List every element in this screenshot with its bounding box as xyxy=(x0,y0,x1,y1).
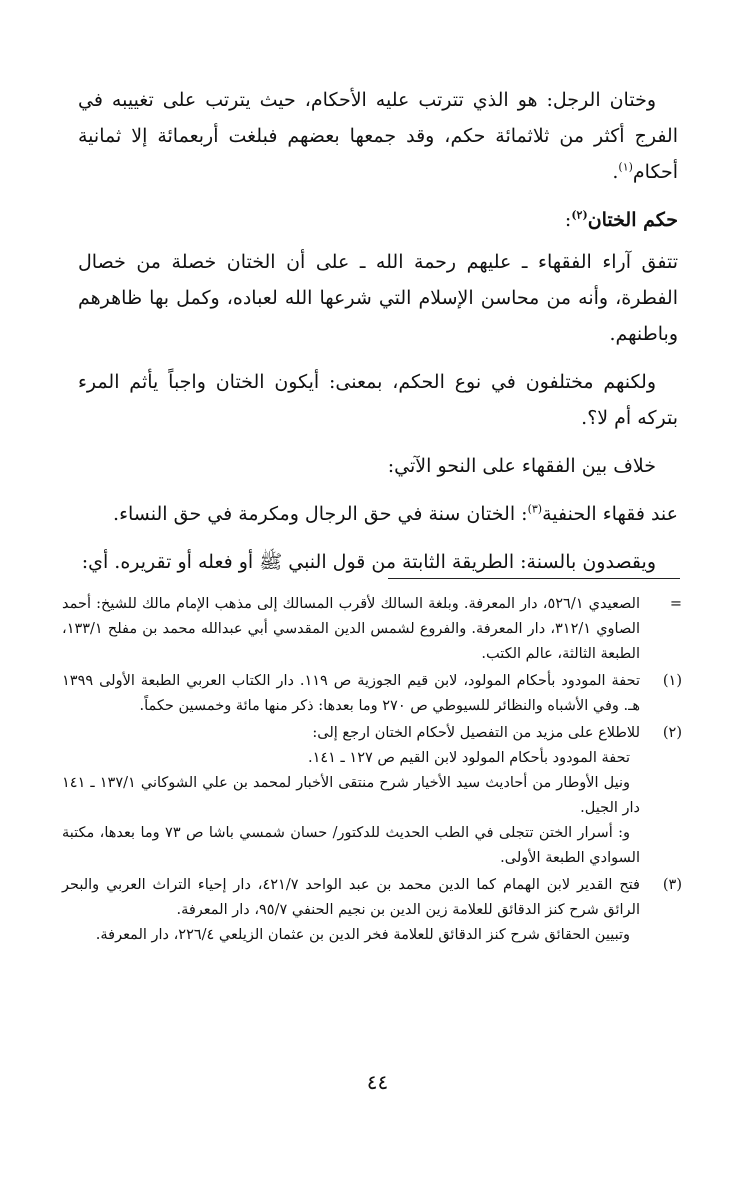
footnote-ref-3[interactable]: (٣) xyxy=(527,502,543,516)
footnote-line: و: أسرار الختن تتجلى في الطب الحديث للدكتور/ حسان شمسي باشا ص ٧٣ وما بعدها، مكتبة السوادي الطبعة الأولى. xyxy=(62,825,640,866)
footnote-ref-1[interactable]: (١) xyxy=(618,160,633,174)
footnote-divider xyxy=(388,578,680,579)
footnotes xyxy=(62,592,682,950)
footnote-line: ونيل الأوطار من أحاديث سيد الأخيار شرح منتقى الأخبار لمحمد بن علي الشوكاني ١٣٧/١ ـ ١٤١ دار الجيل. xyxy=(62,775,640,816)
section-heading: حكم الختان$^{(٢)}$: xyxy=(564,208,678,231)
footnote-line: فتح القدير لابن الهمام كما الدين محمد بن عبد الواحد ٤٢١/٧، دار إحياء التراث العربي والبحر الرائق شرح كنز الدقائق للعلامة زين الدين بن نجيم الحنفي ٩٥/٧، دار المعرفة. xyxy=(62,877,640,918)
paragraph-scholars-agree: تتفق آراء الفقهاء ـ عليهم رحمة الله ـ على أن الختان خصلة من خصال الفطرة، وأنه من محاسن الإسلام التي شرعها الله لعباده، وكمل بها ظاهرهم وباطنهم. xyxy=(78,251,678,345)
paragraph-ruling-differs: ولكنهم مختلفون في نوع الحكم، بمعنى: أيكون الختان واجباً يأثم المرء بتركه أم لا؟. xyxy=(78,371,678,429)
footnote-ref-2[interactable]: (٢) xyxy=(571,208,588,222)
footnote-line: تحفة المودود بأحكام المولود لابن القيم ص ١٢٧ ـ ١٤١. xyxy=(307,750,630,766)
footnote-marker: (٣) xyxy=(662,877,682,893)
paragraph-hanafi: عند فقهاء الحنفية$^{(٣)}$: الختان سنة في حق الرجال ومكرمة في حق النساء. xyxy=(113,502,678,525)
footnote-line: للاطلاع على مزيد من التفصيل لأحكام الختان ارجع إلى: xyxy=(312,725,640,741)
footnote-2 xyxy=(62,721,682,871)
paragraph-sunnah-definition: ويقصدون بالسنة: الطريقة الثابتة من قول النبي ﷺ أو فعله أو تقريره. أي: xyxy=(81,551,656,573)
footnote-line: الصعيدي ٥٢٦/١، دار المعرفة. وبلغة السالك لأقرب المسالك إلى مذهب الإمام مالك للشيخ: أحمد الصاوي ٣١٢/١، دار المعرفة. والفروع لشمس الدين المقدسي أبي عبدالله محمد بن مفلح ١٣٣/١، الطبعة الثالثة، عالم الكتب. xyxy=(62,596,640,662)
footnote-line: وتبيين الحقائق شرح كنز الدقائق للعلامة فخر الدين بن عثمان الزيلعي ٢٢٦/٤، دار المعرفة. xyxy=(95,927,630,943)
footnote-continued xyxy=(62,592,682,667)
footnote-marker: = xyxy=(669,596,682,612)
paragraph-disagreement: خلاف بين الفقهاء على النحو الآتي: xyxy=(387,455,656,477)
footnote-1 xyxy=(62,669,682,719)
main-text xyxy=(78,82,678,592)
footnote-3 xyxy=(62,873,682,948)
footnote-marker: (٢) xyxy=(662,725,682,741)
footnote-line: تحفة المودود بأحكام المولود، لابن قيم الجوزية ص ١١٩. دار الكتاب العربي الطبعة الأولى ١٣٩٩ هـ. وفي الأشباه والنظائر للسيوطي ص ٢٧٠ وما بعدها: ذكر منها مائة وخمسين حكماً. xyxy=(62,673,640,714)
page-number: ٤٤ xyxy=(366,1070,389,1094)
footnote-marker: (١) xyxy=(662,673,682,689)
paragraph-circumcision-man: وختان الرجل: هو الذي تترتب عليه الأحكام، حيث يترتب على تغييبه في الفرج أكثر من ثلاثمائة حكم، وقد جمعها بعضهم فبلغت أربعمائة إلا ثمانية أحكام$^{(١)}$. xyxy=(78,89,678,183)
